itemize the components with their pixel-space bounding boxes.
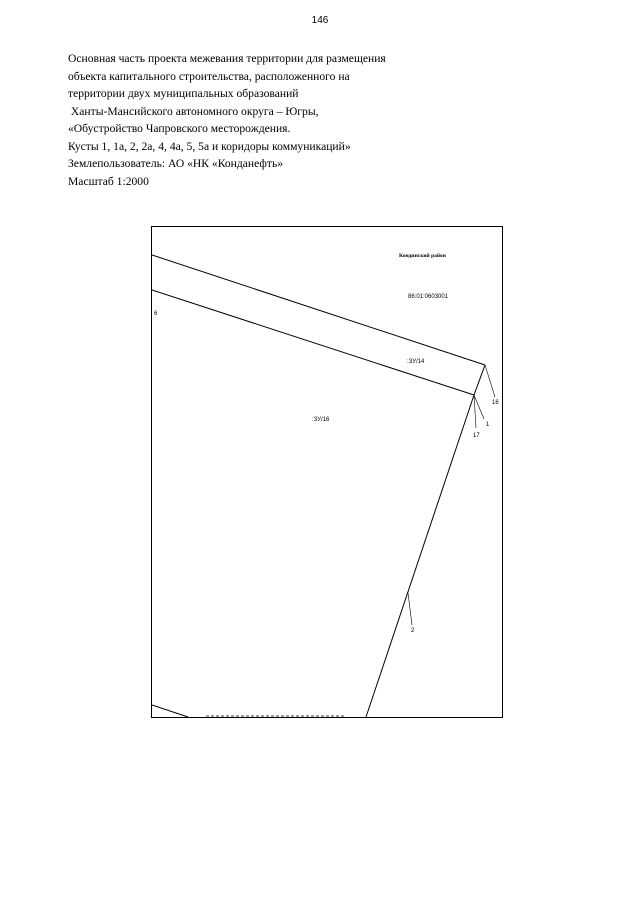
document-header	[68, 50, 428, 190]
parcel-14-label: :ЗУ/14	[407, 359, 425, 365]
boundary-line-inner	[152, 290, 474, 395]
leader-line-16	[485, 365, 495, 397]
header-line: «Обустройство Чапровского месторождения.	[68, 122, 291, 135]
boundary-line-right	[366, 395, 474, 717]
point-16-label: 16	[492, 400, 499, 406]
point-1-label: 1	[486, 422, 490, 428]
district-label: Кондинский район	[399, 253, 446, 259]
map-drawing	[152, 227, 504, 719]
leader-line-17	[474, 395, 476, 428]
boundary-line-bottom-left	[152, 705, 188, 717]
boundary-line-end	[474, 365, 485, 395]
header-line: Основная часть проекта межевания территории для размещения	[68, 52, 386, 65]
header-line: объекта капитального строительства, расположенного на	[68, 69, 350, 83]
header-line: Масштаб 1:2000	[68, 174, 149, 188]
leader-line-2	[408, 593, 412, 625]
point-17-label: 17	[473, 433, 480, 439]
point-6-label: 6	[154, 311, 158, 317]
header-line: Землепользователь: АО «НК «Конданефть»	[68, 157, 284, 170]
point-2-label: 2	[411, 628, 415, 634]
cadastral-block-label: 86:01:0603001	[408, 294, 449, 300]
boundary-line-top	[152, 255, 485, 365]
parcel-16-label: :ЗУ/16	[312, 417, 330, 423]
header-line: территории двух муниципальных образований	[68, 87, 299, 100]
header-line: Ханты-Мансийского автономного округа – Югры,	[68, 104, 319, 118]
survey-map	[151, 226, 503, 718]
header-line: Кусты 1, 1а, 2, 2а, 4, 4а, 5, 5а и коридоры коммуникаций»	[68, 139, 351, 153]
page-number: 146	[311, 15, 329, 26]
